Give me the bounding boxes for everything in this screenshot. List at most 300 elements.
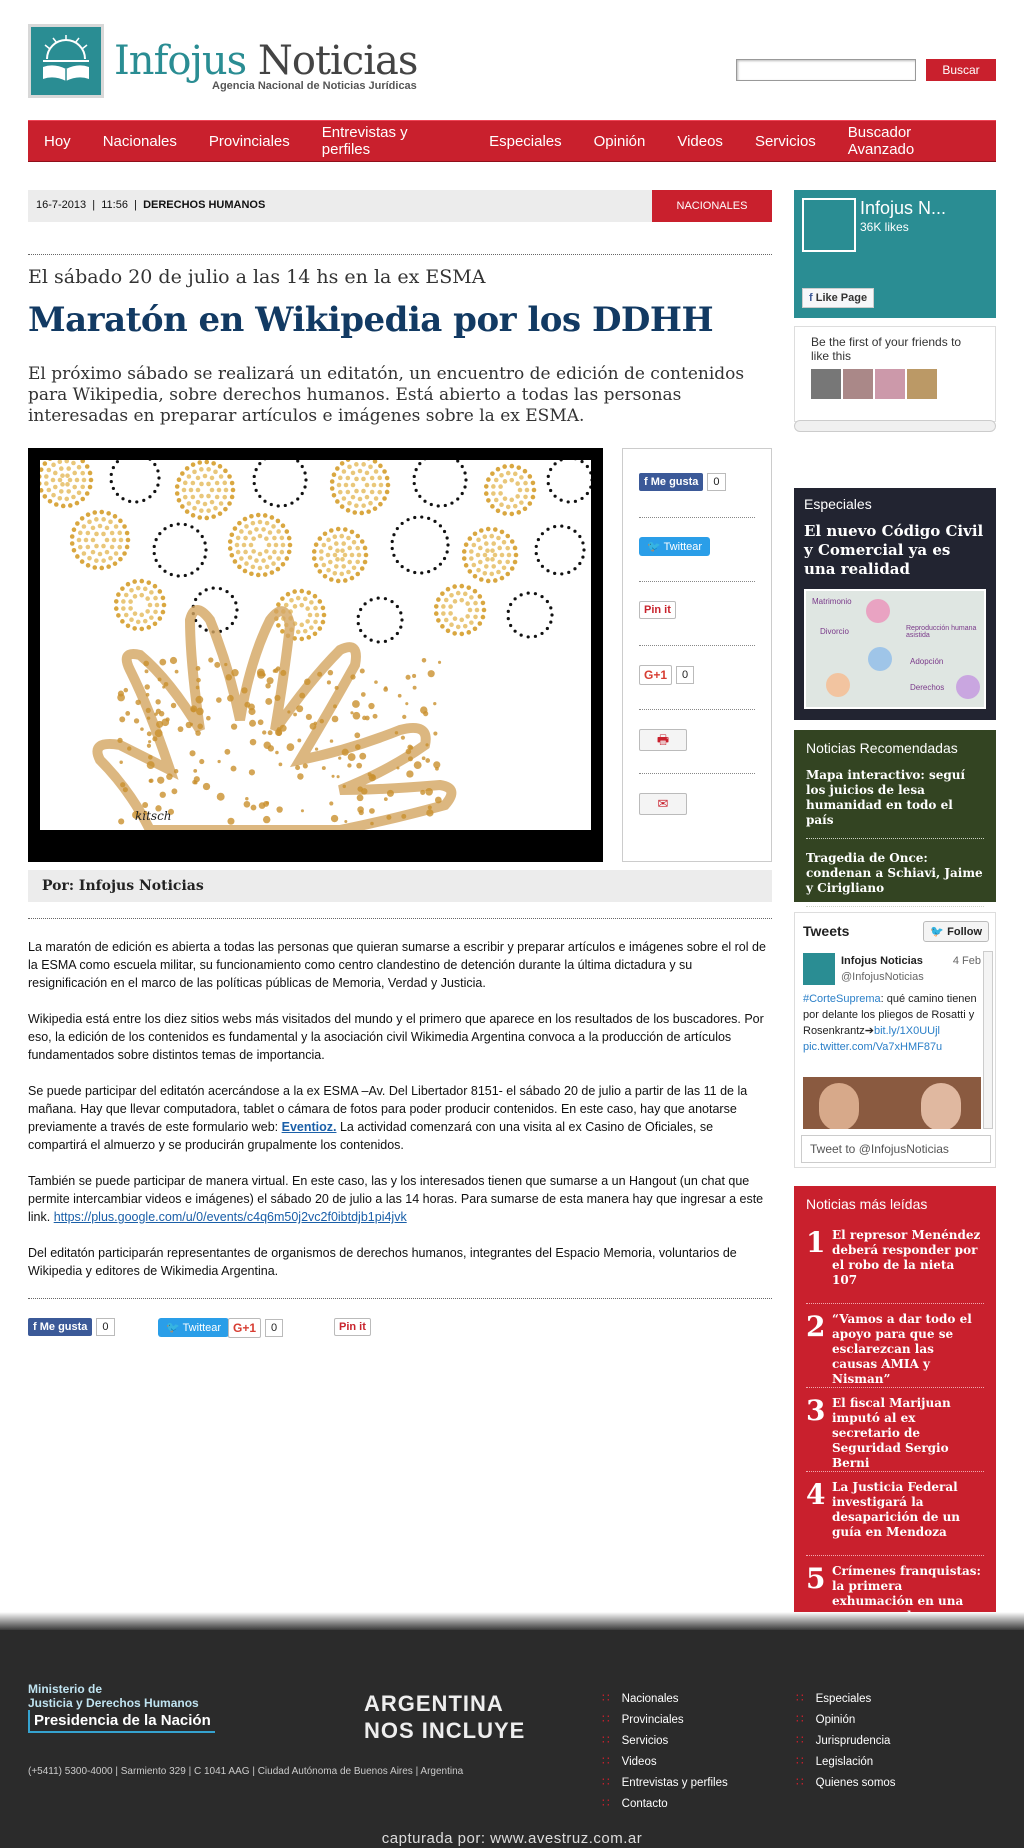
dot xyxy=(399,611,402,614)
dot xyxy=(418,462,421,465)
dot xyxy=(77,465,82,470)
dot xyxy=(241,687,247,693)
nav-item-especiales[interactable]: Especiales xyxy=(489,132,562,150)
nav-item-nacionales[interactable]: Nacionales xyxy=(102,132,177,150)
gplus-count: 0 xyxy=(676,666,694,684)
dot xyxy=(340,557,345,562)
print-icon[interactable]: 🖶 xyxy=(639,729,687,751)
dot xyxy=(578,562,581,565)
dot xyxy=(296,705,303,712)
dot xyxy=(498,484,503,489)
dot xyxy=(224,749,230,755)
dot xyxy=(117,738,122,743)
dot xyxy=(412,674,416,678)
dot xyxy=(507,553,512,558)
dot xyxy=(80,485,85,490)
nav-item-entrevistas[interactable]: Entrevistas y perfiles xyxy=(321,124,408,158)
dot xyxy=(351,495,356,500)
dot xyxy=(546,569,549,572)
dot xyxy=(301,465,304,468)
dot xyxy=(280,670,286,676)
dot xyxy=(87,556,92,561)
dot xyxy=(355,546,360,551)
dot xyxy=(155,538,158,541)
dot xyxy=(333,534,338,539)
dot xyxy=(515,494,520,499)
facebook-like-page-button[interactable] xyxy=(802,288,874,308)
pin-it-button[interactable]: Pin it xyxy=(334,1318,371,1336)
dot xyxy=(328,670,333,675)
dot xyxy=(322,543,327,548)
dot xyxy=(348,753,356,761)
mas-leida-item[interactable] xyxy=(806,1304,984,1388)
dot xyxy=(519,475,524,480)
nav-item-videos[interactable]: Videos xyxy=(677,132,723,150)
dot xyxy=(277,504,280,507)
dot xyxy=(112,538,117,543)
dot xyxy=(305,619,310,624)
dot xyxy=(251,521,256,526)
dot xyxy=(99,566,104,571)
tweet-to-input[interactable]: Tweet to @InfojusNoticias xyxy=(801,1135,991,1163)
dot xyxy=(82,524,87,529)
dot xyxy=(338,757,341,760)
dot xyxy=(446,543,449,546)
dot xyxy=(346,508,351,513)
main-nav xyxy=(28,120,996,162)
dot xyxy=(483,553,488,558)
dot xyxy=(525,488,530,493)
open-book-sun-icon xyxy=(37,33,95,89)
tweet-handle[interactable]: @InfojusNoticias xyxy=(841,971,924,983)
dot xyxy=(337,775,340,778)
dot xyxy=(469,620,474,625)
ministerio-logo[interactable] xyxy=(28,1682,199,1710)
dot xyxy=(272,550,277,555)
dot xyxy=(363,560,368,565)
dot xyxy=(443,530,446,533)
dot xyxy=(239,556,244,561)
dot xyxy=(119,760,122,763)
dot xyxy=(206,482,211,487)
mas-leida-item[interactable] xyxy=(806,1220,984,1304)
pin-it-button[interactable]: Pin it xyxy=(639,601,676,619)
dot xyxy=(124,593,129,598)
image-label: Matrimonio xyxy=(812,597,852,606)
article-lead: El próximo sábado se realizará un editatón, un encuentro de edición de contenidos para Wikipedia, sobre derechos humanos. Está abierto a todas las personas interesadas en preparar artículos e imágenes sobre la ex ESMA. xyxy=(28,364,745,426)
eventioz-link[interactable]: Eventioz. xyxy=(281,1120,337,1134)
tweet-avatar[interactable] xyxy=(803,953,835,985)
dot xyxy=(448,604,453,609)
dot xyxy=(314,563,319,568)
dot xyxy=(313,594,318,599)
dot xyxy=(264,549,269,554)
dot xyxy=(361,462,366,467)
nav-item-buscador[interactable]: Buscador Avanzado xyxy=(847,124,915,158)
dot xyxy=(146,708,151,713)
dot xyxy=(476,538,481,543)
dot xyxy=(222,495,227,500)
hangout-link[interactable]: https://plus.google.com/u/0/events/c4q6m50j2vc2f0ibtdjb1pi4jvk xyxy=(53,1210,407,1224)
dot xyxy=(360,669,365,674)
dot xyxy=(158,589,163,594)
dot xyxy=(217,760,220,763)
dot xyxy=(464,478,467,481)
dot xyxy=(472,563,477,568)
rank-number: 5 xyxy=(806,1562,826,1595)
dot xyxy=(276,623,281,628)
dot xyxy=(78,531,83,536)
dot xyxy=(255,489,258,492)
dot xyxy=(502,566,507,571)
dot xyxy=(299,589,304,594)
tweets-scrollbar[interactable] xyxy=(983,951,993,1129)
dot xyxy=(469,595,474,600)
dot xyxy=(170,573,173,576)
mail-icon[interactable]: ✉ xyxy=(639,793,687,815)
dot xyxy=(153,463,156,466)
tweet-button[interactable] xyxy=(158,1318,229,1337)
dot xyxy=(355,572,360,577)
search-input[interactable] xyxy=(736,59,916,81)
dot xyxy=(251,536,256,541)
dot xyxy=(340,548,345,553)
tweet-pic-link[interactable]: pic.twitter.com/Va7xHMF87u xyxy=(803,1041,943,1053)
dot xyxy=(354,477,359,482)
dot xyxy=(499,473,504,478)
share-twitter-bottom xyxy=(158,1318,229,1337)
footer-link[interactable]: ∷ Contacto xyxy=(602,1793,728,1814)
dot xyxy=(234,601,237,604)
especiales-headline[interactable]: El nuevo Código Civil y Comercial ya es una realidad xyxy=(804,522,984,578)
dot xyxy=(303,471,306,474)
dot xyxy=(509,478,514,483)
illustration-face xyxy=(826,673,850,697)
dot xyxy=(497,560,502,565)
dot xyxy=(244,801,251,808)
dot xyxy=(191,462,196,467)
facebook-like-button[interactable] xyxy=(639,473,703,491)
dot xyxy=(355,744,361,750)
dot xyxy=(535,545,538,548)
arg-line: NOS INCLUYE xyxy=(364,1718,526,1743)
category-tag[interactable]: NACIONALES xyxy=(652,190,772,222)
dot xyxy=(270,515,275,520)
dot xyxy=(377,640,380,643)
dot xyxy=(185,466,190,471)
dot xyxy=(91,526,96,531)
dot xyxy=(174,769,178,773)
dot xyxy=(549,606,552,609)
dot xyxy=(126,623,131,628)
dot xyxy=(357,553,362,558)
footer-link[interactable]: ∷ Especiales xyxy=(796,1688,896,1709)
dot xyxy=(329,801,333,805)
tweet-link[interactable]: bit.ly/1X0UUjl xyxy=(873,1025,940,1037)
dot xyxy=(184,523,187,526)
mas-leida-title[interactable]: La Justicia Federal investigará la desaparición de un guía en Mendoza xyxy=(832,1480,961,1539)
dot xyxy=(256,573,261,578)
mas-leida-item[interactable] xyxy=(806,1472,984,1556)
facebook-widget-scrollbar[interactable] xyxy=(794,420,996,432)
dot xyxy=(199,482,204,487)
facebook-like-button[interactable] xyxy=(28,1318,92,1336)
dot xyxy=(342,469,347,474)
dot xyxy=(244,561,249,566)
dot xyxy=(573,530,576,533)
dot xyxy=(80,516,85,521)
dot xyxy=(243,569,248,574)
dot xyxy=(351,471,356,476)
dot xyxy=(114,606,119,611)
especiales-image[interactable] xyxy=(804,589,986,709)
dot xyxy=(406,770,413,777)
gplus-button[interactable]: G+1 xyxy=(639,665,672,685)
dot xyxy=(142,802,148,808)
dot xyxy=(377,476,382,481)
nav-item-provinciales[interactable]: Provinciales xyxy=(208,132,290,150)
dot xyxy=(280,629,285,634)
dot xyxy=(171,703,176,708)
dot xyxy=(276,529,281,534)
mas-leida-item[interactable] xyxy=(806,1388,984,1472)
dot xyxy=(401,565,404,568)
share-print xyxy=(639,729,687,751)
dot xyxy=(391,540,394,543)
dot xyxy=(509,624,512,627)
follow-label: Follow xyxy=(947,926,982,938)
dot xyxy=(126,582,131,587)
dot xyxy=(537,559,540,562)
dot xyxy=(210,476,215,481)
dot xyxy=(170,657,177,664)
dot xyxy=(515,481,520,486)
footer-link[interactable]: ∷ Quienes somos xyxy=(796,1772,896,1793)
recomendada-item[interactable]: Tragedia de Once: condenan a Schiavi, Jaime y Cirigliano xyxy=(806,851,984,907)
friend-avatar[interactable] xyxy=(811,369,841,399)
dot xyxy=(249,514,254,519)
dot xyxy=(255,468,258,471)
dot xyxy=(190,723,193,726)
nav-item-hoy[interactable]: Hoy xyxy=(44,132,71,150)
dot xyxy=(231,622,234,625)
dot xyxy=(40,467,43,472)
dot xyxy=(139,613,144,618)
tweet-hashtag[interactable]: #CorteSuprema xyxy=(803,993,881,1005)
tweet-author[interactable]: Infojus Noticias xyxy=(841,955,923,967)
dot xyxy=(105,526,110,531)
dot xyxy=(292,589,297,594)
footer-link[interactable]: ∷ Opinión xyxy=(796,1709,896,1730)
dot xyxy=(54,502,59,507)
dot xyxy=(187,501,192,506)
dot xyxy=(161,596,166,601)
dot xyxy=(194,598,197,601)
especiales-box xyxy=(794,488,996,720)
dot xyxy=(185,509,190,514)
dot xyxy=(346,536,351,541)
dot xyxy=(153,552,156,555)
dot xyxy=(326,553,331,558)
dot xyxy=(59,466,64,471)
article-column xyxy=(28,190,772,1335)
search-button[interactable]: Buscar xyxy=(926,59,996,81)
footer-link[interactable]: ∷ Jurisprudencia xyxy=(796,1730,896,1751)
dot xyxy=(550,613,553,616)
dot xyxy=(361,477,366,482)
dot xyxy=(335,466,340,471)
footer-link[interactable]: ∷ Nacionales xyxy=(602,1688,728,1709)
dot xyxy=(505,546,510,551)
dot xyxy=(196,696,204,704)
dot xyxy=(275,751,279,755)
dot xyxy=(541,532,544,535)
divider xyxy=(28,918,772,919)
footer-link[interactable]: ∷ Legislación xyxy=(796,1751,896,1772)
dot xyxy=(237,521,242,526)
dot xyxy=(334,564,339,569)
dot xyxy=(322,613,327,618)
friend-avatar[interactable] xyxy=(875,369,905,399)
dot xyxy=(281,543,286,548)
dot xyxy=(586,492,589,495)
nav-item-servicios[interactable]: Servicios xyxy=(754,132,816,150)
dot xyxy=(303,629,308,634)
dot xyxy=(245,797,248,800)
dot xyxy=(116,493,119,496)
dot xyxy=(549,621,552,624)
dot xyxy=(326,568,331,573)
dot xyxy=(120,782,125,787)
dot xyxy=(157,476,160,479)
dot xyxy=(64,497,69,502)
dot xyxy=(190,571,193,574)
facebook-page-name[interactable]: Infojus N... xyxy=(860,198,947,218)
dot xyxy=(293,604,298,609)
tweet-date[interactable]: 4 Feb xyxy=(952,955,981,967)
recomendada-item[interactable]: Mapa interactivo: seguí los juicios de lesa humanidad en todo el país xyxy=(806,768,984,839)
dot xyxy=(540,595,543,598)
twitter-bird-icon: 🐦 xyxy=(647,541,661,553)
dot xyxy=(94,558,99,563)
dot xyxy=(204,548,207,551)
dot xyxy=(315,613,320,618)
share-panel xyxy=(622,448,772,862)
dot xyxy=(196,529,199,532)
dot xyxy=(437,504,440,507)
dot xyxy=(456,497,459,500)
dot xyxy=(343,785,346,788)
footer-link[interactable]: ∷ Provinciales xyxy=(602,1709,728,1730)
dot xyxy=(92,510,97,515)
dot xyxy=(153,621,158,626)
dot xyxy=(299,603,304,608)
dot xyxy=(175,670,179,674)
dot xyxy=(361,692,366,697)
dot xyxy=(205,629,208,632)
dot xyxy=(281,562,286,567)
dot xyxy=(350,530,355,535)
article-section[interactable]: DERECHOS HUMANOS xyxy=(143,199,266,211)
dot xyxy=(482,608,487,613)
mas-leida-title[interactable]: “Vamos a dar todo el apoyo para que se esclarezcan las causas AMIA y Nisman” xyxy=(832,1312,972,1386)
dot xyxy=(297,738,301,742)
footer-address: (+5411) 5300-4000 | Sarmiento 329 | C 1041 AAG | Ciudad Autónoma de Buenos Aires | Argentina xyxy=(28,1766,464,1777)
dot xyxy=(346,490,351,495)
rank-number: 3 xyxy=(806,1394,826,1427)
facebook-cover[interactable] xyxy=(794,190,996,318)
dot xyxy=(319,556,324,561)
gplus-button[interactable]: G+1 xyxy=(228,1318,261,1338)
dot xyxy=(534,592,537,595)
dot xyxy=(505,560,510,565)
dot xyxy=(549,489,552,492)
dot xyxy=(490,504,495,509)
dot xyxy=(85,464,90,469)
dot xyxy=(448,611,453,616)
dot xyxy=(553,525,556,528)
dot xyxy=(120,586,125,591)
twitter-follow-button[interactable] xyxy=(923,921,989,942)
footer-link[interactable]: ∷ Servicios xyxy=(602,1730,728,1751)
dot xyxy=(494,478,499,483)
dot xyxy=(223,469,228,474)
dot xyxy=(374,496,379,501)
dot xyxy=(251,565,256,570)
twitter-timeline xyxy=(794,912,996,1168)
dot xyxy=(573,567,576,570)
dot xyxy=(439,563,442,566)
friend-faces xyxy=(811,369,979,402)
dot xyxy=(510,566,515,571)
mas-leida-title[interactable]: El fiscal Marijuan imputó al ex secretario de Seguridad Sergio Berni xyxy=(832,1396,951,1470)
dot xyxy=(513,630,516,633)
dot xyxy=(510,539,515,544)
dot xyxy=(449,593,454,598)
dot xyxy=(360,539,365,544)
dot xyxy=(129,588,134,593)
dot xyxy=(274,543,279,548)
dot xyxy=(128,500,131,503)
logo-wordmark[interactable] xyxy=(114,38,417,84)
dot xyxy=(177,574,180,577)
site-logo[interactable] xyxy=(28,24,104,98)
nav-item-opinion[interactable]: Opinión xyxy=(593,132,646,150)
footer-link[interactable]: ∷ Videos xyxy=(602,1751,728,1772)
dot xyxy=(248,708,255,715)
tweet-photo[interactable] xyxy=(803,1077,981,1129)
tweet-button[interactable] xyxy=(639,537,710,556)
dot xyxy=(94,544,99,549)
dot xyxy=(156,709,161,714)
footer-link[interactable]: ∷ Entrevistas y perfiles xyxy=(602,1772,728,1793)
dot xyxy=(157,777,164,784)
dot xyxy=(519,500,524,505)
dot xyxy=(350,553,355,558)
friend-avatar[interactable] xyxy=(907,369,937,399)
friend-avatar[interactable] xyxy=(843,369,873,399)
dot xyxy=(135,500,138,503)
mas-leida-title[interactable]: El represor Menéndez deberá responder por el robo de la nieta 107 xyxy=(832,1228,981,1287)
dot xyxy=(155,729,163,737)
mas-leida-title[interactable]: Crímenes franquistas: la primera exhumación en una xyxy=(832,1564,981,1608)
dot xyxy=(357,622,360,625)
dot xyxy=(72,548,77,553)
dot xyxy=(249,571,254,576)
presidencia-logo[interactable]: Presidencia de la Nación xyxy=(28,1710,215,1733)
dot xyxy=(466,630,471,635)
dot xyxy=(280,536,285,541)
